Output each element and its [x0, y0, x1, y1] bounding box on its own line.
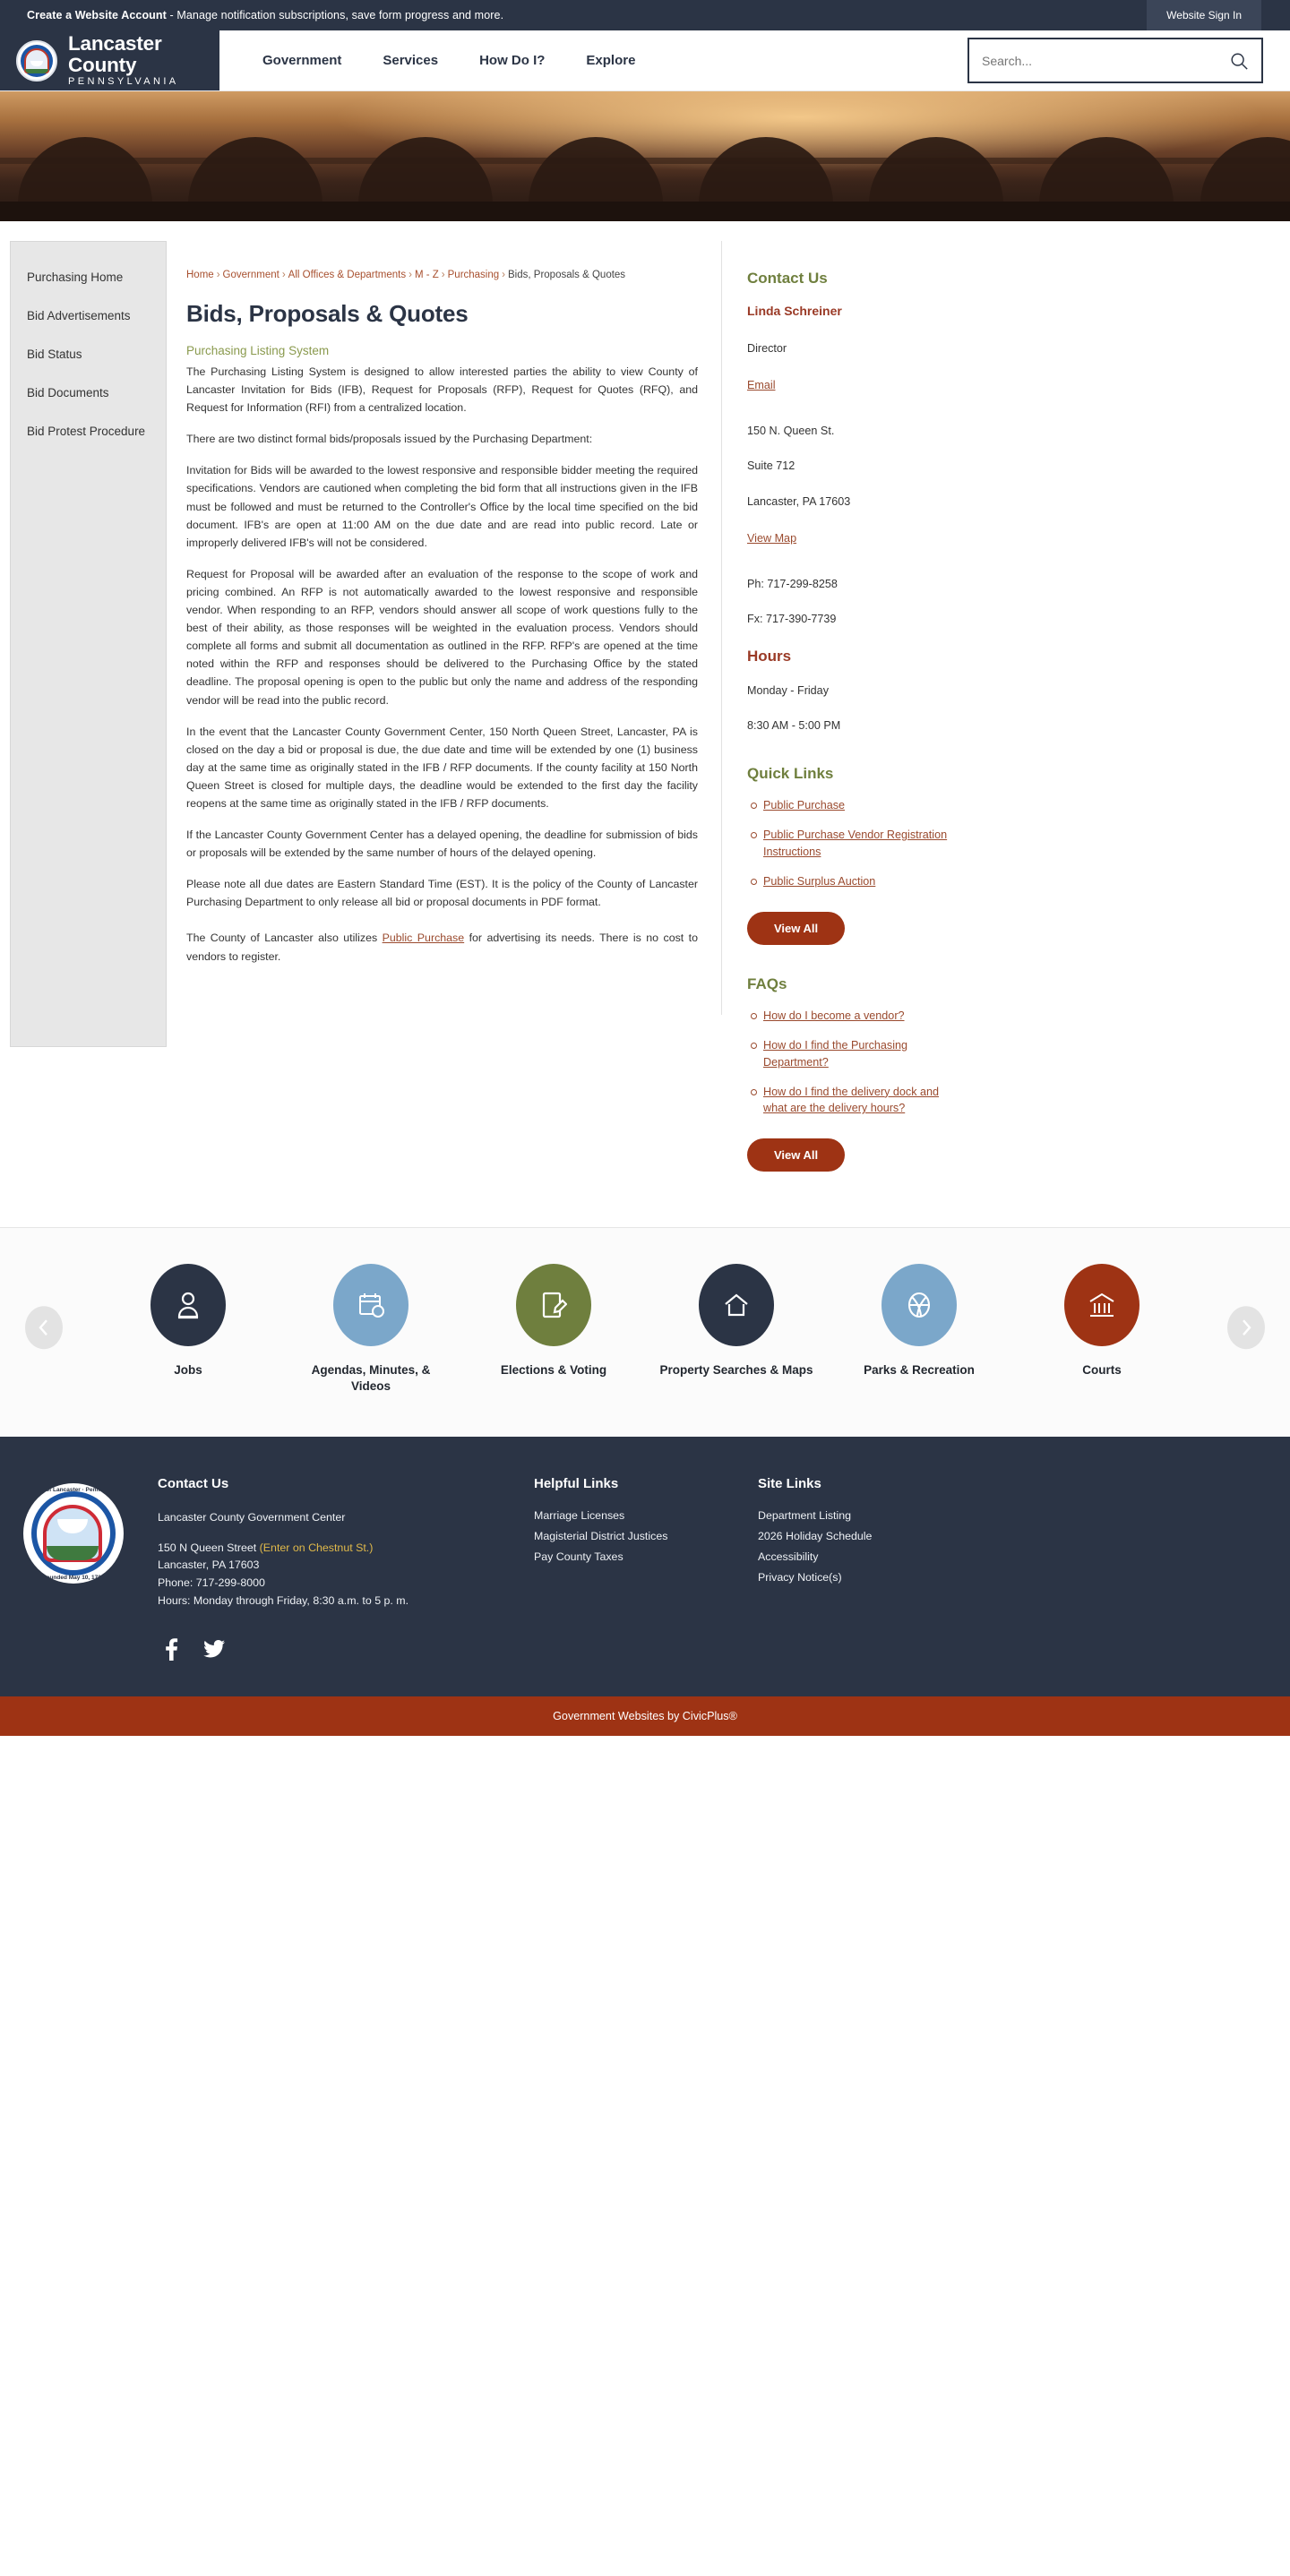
calendar-icon: [357, 1291, 385, 1319]
logo-subtitle: PENNSYLVANIA: [68, 76, 179, 88]
person-badge-icon: [175, 1290, 202, 1320]
carousel-item-parks-recreation[interactable]: [839, 1264, 999, 1378]
carousel-label: Elections & Voting: [500, 1363, 607, 1378]
footer-street-text: 150 N Queen Street: [158, 1541, 260, 1554]
main-content: [167, 241, 722, 1015]
ball-icon: [906, 1291, 933, 1319]
hero-banner-image: [0, 91, 1290, 221]
pp-text-before: The County of Lancaster also utilizes: [186, 932, 383, 945]
seal-bottom-text: Founded May 10, 1729: [42, 1574, 105, 1581]
footer-site-links-column: [758, 1476, 982, 1661]
breadcrumb-government[interactable]: Government: [222, 270, 280, 280]
footer-hours: Hours: Monday through Friday, 8:30 a.m. to 5 p. m.: [158, 1594, 409, 1608]
nav-item-services[interactable]: Services: [383, 53, 439, 68]
footer-contact-heading: Contact Us: [158, 1475, 229, 1491]
carousel-label: Courts: [1082, 1363, 1122, 1378]
contact-role: Director: [747, 342, 787, 355]
footer-phone: Phone: 717-299-8000: [158, 1576, 265, 1590]
quick-link-surplus-auction[interactable]: Public Surplus Auction: [763, 874, 876, 888]
sidebar-item-bid-documents[interactable]: Bid Documents: [27, 386, 109, 399]
social-links: [158, 1637, 498, 1661]
carousel-item-jobs[interactable]: [108, 1264, 268, 1378]
quick-link-public-purchase[interactable]: Public Purchase: [763, 799, 846, 811]
courts-icon-circle: [1064, 1264, 1140, 1346]
list-item: [763, 1084, 955, 1117]
carousel-item-agendas[interactable]: [291, 1264, 451, 1395]
footer-org: Lancaster County Government Center: [158, 1510, 346, 1524]
site-logo[interactable]: [0, 30, 219, 90]
website-signin-button[interactable]: Website Sign In: [1147, 0, 1261, 30]
content-subheading: Purchasing Listing System: [186, 344, 330, 357]
paragraph-rfp: Request for Proposal will be awarded after an evaluation of the response to the scope of work and pricing combined. An RFP is not automatically awarded to the lowest responsive and responsible vendor. When responding to an RFP, vendors should answer all scope of work questions fully to the best of their ability, as those responses will be weighted in the evaluation process. Vendors should complete all forms and submit all documentation as outlined in the RFP. RFP's are opened at the time noted within the RFP and responses should be delivered to the Purchasing Office by the stated deadline. The proposal opening is open to the public but only the name and address of the responding vendor will be read into the public record.: [186, 567, 698, 707]
paragraph-delayed-opening: If the Lancaster County Government Center has a delayed opening, the deadline for submission of bids or proposals will be extended by the same number of hours of the delayed opening.: [186, 829, 698, 860]
carousel-next-button[interactable]: [1227, 1307, 1265, 1350]
quick-links-heading: Quick Links: [747, 765, 834, 782]
breadcrumb: Home › Government › All Offices & Departments › M - Z › Purchasing › Bids, Proposals & Quotes: [186, 270, 626, 280]
footer-link-holiday-schedule[interactable]: 2026 Holiday Schedule: [758, 1529, 873, 1542]
breadcrumb-purchasing[interactable]: Purchasing: [447, 270, 500, 280]
list-item: [763, 797, 955, 813]
footer-link-accessibility[interactable]: Accessibility: [758, 1550, 819, 1563]
create-account-text: [27, 9, 503, 21]
hours-days: Monday - Friday: [747, 683, 829, 697]
footer-link-department-listing[interactable]: Department Listing: [758, 1508, 851, 1522]
quick-links-list: [747, 797, 955, 889]
sidebar-item-purchasing-home[interactable]: Purchasing Home: [27, 270, 124, 284]
parks-icon-circle: [882, 1264, 957, 1346]
chevron-left-icon[interactable]: [37, 1318, 51, 1338]
faqs-view-all-button[interactable]: View All: [747, 1138, 845, 1172]
paragraph-est-note: Please note all due dates are Eastern Standard Time (EST). It is the policy of the County of Lancaster Purchasing Department to only release all bid or proposal documents in PDF format.: [186, 878, 698, 909]
paragraph-ifb: Invitation for Bids will be awarded to the lowest responsive and responsible bidder meeting the required specifications. Vendors are cautioned when completing the bid form that all instructions given in the IFB must be followed and must be returned to the Controller's Office by the local time specified on the bid document. IFB's are open at 11:00 AM on the due date and are read into public record. Late or improperly delivered IFB's will not be considered.: [186, 464, 698, 549]
faqs-list: [747, 1008, 955, 1116]
hours-heading: Hours: [747, 647, 792, 665]
quick-links-carousel: [0, 1227, 1290, 1436]
contact-fax: Fx: 717-390-7739: [747, 613, 837, 626]
main-navigation: [219, 30, 968, 90]
pp-text-after: for advertising its needs. There is no cost to vendors to register.: [186, 932, 699, 963]
carousel-item-elections[interactable]: [474, 1264, 633, 1378]
search-icon[interactable]: [1229, 51, 1249, 71]
breadcrumb-m-z[interactable]: M - Z: [414, 270, 439, 280]
carousel-label: Agendas, Minutes, & Videos: [311, 1363, 431, 1394]
faq-delivery-dock-hours[interactable]: How do I find the delivery dock and what are the delivery hours?: [763, 1085, 940, 1114]
ballot-pencil-icon: [540, 1290, 567, 1320]
section-navigation: [10, 241, 167, 1047]
footer-contact-column: [158, 1476, 534, 1661]
property-icon-circle: [699, 1264, 774, 1346]
sidebar-item-bid-protest-procedure[interactable]: Bid Protest Procedure: [27, 425, 146, 438]
copyright-bar: [0, 1696, 1290, 1736]
footer-helpful-heading: Helpful Links: [534, 1475, 619, 1491]
paragraph-closure: In the event that the Lancaster County Government Center, 150 North Queen Street, Lancaster, PA is closed on the day a bid or proposal is due, the due date and time will be extended by one (1) business day at the same time as originally stated in the IFB / RFP documents. If the county facility at 150 North Queen Street is closed for multiple days, the deadline would be extended to the first day the facility reopens at the same time as originally stated in the IFB / RFP documents.: [186, 725, 698, 810]
paragraph-intro: The Purchasing Listing System is designed to allow interested parties the ability to view County of Lancaster Invitation for Bids (IFB), Request for Proposals (RFP), Request for Quotes (RFQ), and Request for Information (RFI) from a centralized location.: [186, 365, 698, 415]
carousel-label: Property Searches & Maps: [659, 1363, 813, 1378]
search-input[interactable]: [982, 41, 1229, 81]
footer-city: Lancaster, PA 17603: [158, 1558, 260, 1572]
create-account-desc: - Manage notification subscriptions, save form progress and more.: [166, 9, 504, 21]
quick-links-view-all-button[interactable]: View All: [747, 912, 845, 945]
contact-person-name: Linda Schreiner: [747, 304, 842, 318]
page-body: [0, 221, 1290, 1227]
breadcrumb-current: Bids, Proposals & Quotes: [508, 270, 626, 280]
contact-address-line2: Suite 712: [747, 459, 796, 473]
page-title: Bids, Proposals & Quotes: [186, 300, 469, 327]
footer-link-pay-county-taxes[interactable]: Pay County Taxes: [534, 1550, 624, 1563]
site-footer: [0, 1437, 1290, 1696]
footer-street: [158, 1540, 498, 1558]
county-seal-large-icon: [23, 1483, 124, 1584]
breadcrumb-all-offices[interactable]: All Offices & Departments: [288, 270, 407, 280]
courthouse-icon: [1088, 1292, 1116, 1318]
carousel-item-property-searches[interactable]: [657, 1264, 816, 1378]
facebook-icon[interactable]: [159, 1637, 183, 1661]
site-header: [0, 30, 1290, 91]
contact-email-link[interactable]: Email: [747, 378, 776, 391]
faq-become-a-vendor[interactable]: How do I become a vendor?: [763, 1009, 905, 1022]
sidebar-item-bid-status[interactable]: Bid Status: [27, 348, 82, 361]
quick-link-vendor-registration[interactable]: Public Purchase Vendor Registration Instructions: [763, 829, 948, 858]
jobs-icon-circle: [150, 1264, 226, 1346]
hours-time: 8:30 AM - 5:00 PM: [747, 719, 841, 733]
contact-phone: Ph: 717-299-8258: [747, 577, 838, 590]
contact-us-heading: Contact Us: [747, 270, 828, 287]
search-box[interactable]: [968, 38, 1263, 83]
nav-item-government[interactable]: Government: [262, 53, 342, 68]
list-item: [763, 873, 955, 889]
carousel-prev-button[interactable]: [25, 1307, 63, 1350]
footer-seal: [23, 1476, 158, 1661]
contact-address-line1: 150 N. Queen St.: [747, 424, 835, 437]
contact-address-line3: Lancaster, PA 17603: [747, 494, 851, 508]
breadcrumb-home[interactable]: Home: [186, 270, 214, 280]
public-purchase-link[interactable]: Public Purchase: [382, 932, 465, 945]
nav-item-how-do-i[interactable]: How Do I?: [479, 53, 546, 68]
carousel-label: Parks & Recreation: [864, 1363, 975, 1378]
chevron-right-icon[interactable]: [1239, 1318, 1253, 1338]
create-account-link[interactable]: Create a Website Account: [27, 9, 167, 21]
footer-helpful-links-column: [534, 1476, 758, 1661]
paragraph-public-purchase: [186, 929, 698, 965]
faqs-heading: FAQs: [747, 975, 787, 992]
carousel-label: Jobs: [174, 1363, 202, 1378]
elections-icon-circle: [516, 1264, 591, 1346]
utility-bar: [0, 0, 1290, 30]
nav-item-explore[interactable]: Explore: [586, 53, 636, 68]
house-icon: [722, 1292, 751, 1318]
seal-top-text: County of Lancaster · Pennsylvania: [23, 1486, 124, 1493]
list-item: [763, 1008, 955, 1024]
footer-entrance-note: (Enter on Chestnut St.): [259, 1541, 374, 1554]
county-seal-icon: [16, 40, 57, 82]
list-item: [763, 1037, 955, 1070]
carousel-items: [0, 1264, 1290, 1395]
footer-link-marriage-licenses[interactable]: Marriage Licenses: [534, 1508, 625, 1522]
list-item: [763, 827, 955, 860]
footer-link-privacy-notices[interactable]: Privacy Notice(s): [758, 1570, 842, 1584]
right-sidebar: [722, 241, 982, 1207]
carousel-item-courts[interactable]: [1022, 1264, 1182, 1378]
twitter-icon[interactable]: [202, 1637, 226, 1661]
footer-site-heading: Site Links: [758, 1475, 821, 1491]
faq-find-purchasing-department[interactable]: How do I find the Purchasing Department?: [763, 1039, 908, 1069]
sidebar-item-bid-advertisements[interactable]: Bid Advertisements: [27, 309, 131, 322]
footer-link-magisterial-district-justices[interactable]: Magisterial District Justices: [534, 1529, 668, 1542]
logo-title: Lancaster County: [68, 32, 162, 76]
view-map-link[interactable]: View Map: [747, 531, 797, 545]
agendas-icon-circle: [333, 1264, 408, 1346]
copyright-text[interactable]: Government Websites by CivicPlus®: [553, 1709, 737, 1722]
paragraph-two-types: There are two distinct formal bids/proposals issued by the Purchasing Department:: [186, 433, 593, 446]
